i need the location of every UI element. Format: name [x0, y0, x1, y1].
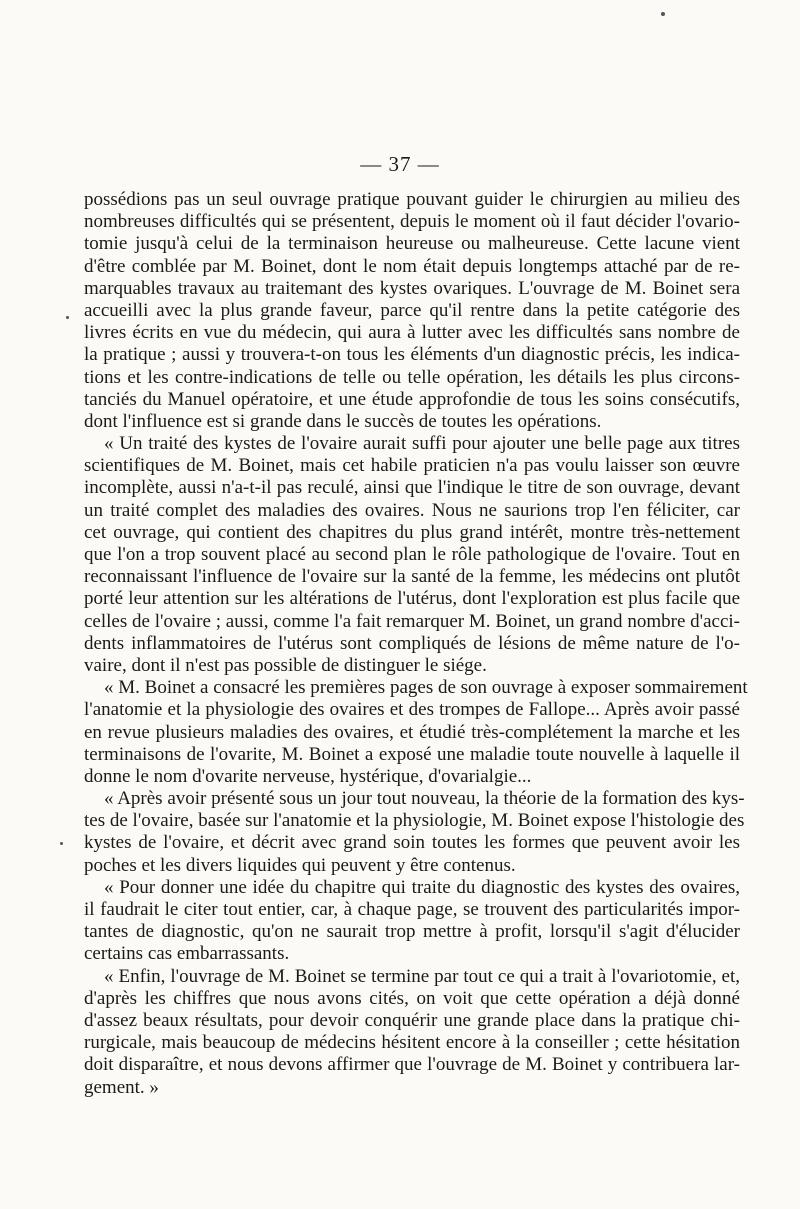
text-line: tomie jusqu'à celui de la terminaison heureuse ou malheureuse. Cette lacune vient [84, 233, 740, 255]
text-line: dents inflammatoires de l'utérus sont compliqués de lésions de même nature de l'o- [84, 632, 740, 654]
text-line: l'anatomie et la physiologie des ovaires et des trompes de Fallope... Après avoir passé [84, 699, 740, 721]
text-line: accueilli avec la plus grande faveur, parce qu'il rentre dans la petite catégorie des [84, 299, 740, 321]
text-line: gement. » [84, 1076, 159, 1098]
text-line: incomplète, aussi n'a-t-il pas reculé, ainsi que l'indique le titre de son ouvrage, devant [84, 477, 740, 499]
text-line: marquables travaux au traitemant des kystes ovariques. L'ouvrage de M. Boinet sera [84, 277, 740, 299]
text-line: « Un traité des kystes de l'ovaire aurait suffi pour ajouter une belle page aux titres [104, 433, 740, 455]
text-line: un traité complet des maladies des ovaires. Nous ne saurions trop l'en féliciter, car [84, 499, 740, 521]
text-line: nombreuses difficultés qui se présentent, depuis le moment où il faut décider l'ovario- [84, 211, 740, 233]
text-line: il faudrait le citer tout entier, car, à chaque page, se trouvent des particularités impor- [84, 899, 740, 920]
text-line: que l'on a trop souvent placé au second plan le rôle pathologique de l'ovaire. Tout en [84, 544, 740, 565]
text-line: en revue plusieurs maladies des ovaires, et étudié très-complétement la marche et les [84, 721, 740, 743]
text-line: « Après avoir présenté sous un jour tout nouveau, la théorie de la formation des kys- [104, 788, 745, 810]
text-line: d'assez beaux résultats, pour devoir conquérir une grande place dans la pratique chi- [84, 1009, 740, 1031]
text-line: tanciés du Manuel opératoire, et une étude approfondie de tous les soins consécutifs, [84, 388, 740, 410]
text-line: porté leur attention sur les altérations de l'utérus, dont l'exploration est plus facile que [84, 588, 740, 610]
text-line: scientifiques de M. Boinet, mais cet habile praticien n'a pas voulu laisser son œuvre [84, 455, 740, 477]
text-line: kystes de l'ovaire, et décrit avec grand soin toutes les formes que peuvent avoir les [84, 832, 740, 854]
text-line: certains cas embarrassants. [84, 943, 290, 965]
text-line: cet ouvrage, qui contient des chapitres du plus grand intérêt, montre très-nettement [84, 521, 740, 543]
body-text [84, 189, 748, 1099]
text-line: possédions pas un seul ouvrage pratique pouvant guider le chirurgien au milieu des [84, 189, 740, 210]
text-line: vaire, dont il n'est pas possible de distinguer le siége. [84, 654, 487, 676]
text-line: « Enfin, l'ouvrage de M. Boinet se termine par tout ce qui a trait à l'ovariotomie, et, [104, 965, 740, 987]
text-line: doit disparaître, et nous devons affirmer que l'ouvrage de M. Boinet y contribuera lar- [84, 1054, 740, 1076]
text-line: celles de l'ovaire ; aussi, comme l'a fait remarquer M. Boinet, un grand nombre d'acci- [84, 610, 740, 632]
text-line: poches et les divers liquides qui peuvent y être contenus. [84, 854, 516, 876]
text-line: d'être comblée par M. Boinet, dont le nom était depuis longtemps attaché par de re- [84, 255, 740, 277]
text-line: dont l'influence est si grande dans le succès de toutes les opérations. [84, 410, 602, 432]
print-speck [60, 842, 63, 845]
text-line: tions et les contre-indications de telle ou telle opération, les détails les plus circons- [84, 366, 740, 388]
text-line: livres écrits en vue du médecin, qui aura à lutter avec les difficultés sans nombre de [84, 322, 740, 344]
text-line: donne le nom d'ovarite nerveuse, hystérique, d'ovarialgie... [84, 765, 532, 787]
text-line: tes de l'ovaire, basée sur l'anatomie et la physiologie, M. Boinet expose l'histologie des [84, 810, 745, 832]
text-line: terminaisons de l'ovarite, M. Boinet a exposé une maladie toute nouvelle à laquelle il [84, 743, 740, 765]
text-line: « M. Boinet a consacré les premières pages de son ouvrage à exposer sommairement [104, 677, 748, 699]
text-line: rurgicale, mais beaucoup de médecins hésitent encore à la conseiller ; cette hésitation [84, 1032, 740, 1054]
text-line: « Pour donner une idée du chapitre qui traite du diagnostic des kystes des ovaires, [104, 876, 740, 898]
page-number: — 37 — [360, 152, 440, 176]
text-line: d'après les chiffres que nous avons cités, on voit que cette opération a déjà donné [84, 987, 740, 1009]
print-speck [66, 316, 69, 319]
text-line: reconnaissant l'influence de l'ovaire sur la santé de la femme, les médecins ont plutôt [84, 566, 740, 588]
print-speck [661, 12, 665, 16]
text-line: tantes de diagnostic, qu'on ne saurait trop mettre à profit, lorsqu'il s'agit d'élucider [84, 921, 740, 943]
text-line: la pratique ; aussi y trouvera-t-on tous les éléments d'un diagnostic précis, les indica- [84, 344, 740, 366]
